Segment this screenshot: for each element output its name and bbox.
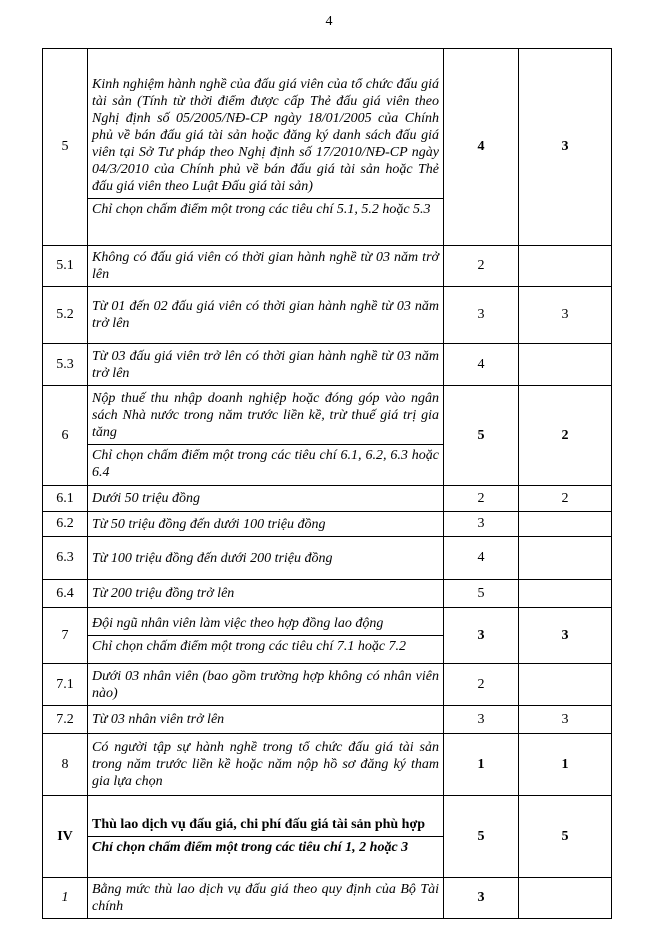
criterion-note: Chỉ chọn chấm điểm một trong các tiêu chí 6.1, 6.2, 6.3 hoặc 6.4	[88, 444, 443, 484]
max-points: 2	[444, 486, 519, 512]
row-index: 5.2	[43, 287, 88, 344]
awarded-points: 2	[519, 386, 612, 486]
row-index: IV	[43, 796, 88, 878]
row-index: 6.2	[43, 512, 88, 537]
criterion-text: Từ 01 đến 02 đấu giá viên có thời gian hành nghề từ 03 năm trở lên	[92, 299, 439, 331]
awarded-points	[519, 580, 612, 608]
criterion-text: Dưới 03 nhân viên (bao gồm trường hợp không có nhân viên nào)	[92, 668, 439, 701]
row-description	[88, 580, 444, 608]
table-row	[43, 608, 612, 664]
criterion-text: Kinh nghiệm hành nghề của đấu giá viên của tổ chức đấu giá tài sản (Tính từ thời điểm được cấp Thẻ đấu giá viên theo Nghị định số 05/2005/NĐ-CP ngày 18/01/2005 của Chính phủ về bán đấu giá tài sản hoặc đăng ký danh sách đấu giá viên tại Sở Tư pháp theo Nghị định số 17/2010/NĐ-CP ngày 04/3/2010 của Chính phủ về bán đấu giá tài sản hoặc Thẻ đấu giá viên theo Luật Đấu giá tài sản)	[92, 76, 439, 194]
table-row	[43, 664, 612, 706]
awarded-points: 1	[519, 734, 612, 796]
table-row	[43, 287, 612, 344]
awarded-points: 2	[519, 486, 612, 512]
awarded-points	[519, 512, 612, 537]
table-row	[43, 512, 612, 537]
row-description	[88, 486, 444, 512]
table-row	[43, 537, 612, 580]
criterion-note: Chỉ chọn chấm điểm một trong các tiêu chí 5.1, 5.2 hoặc 5.3	[88, 198, 443, 221]
row-description	[88, 664, 444, 706]
max-points: 4	[444, 49, 519, 246]
criterion-text: Từ 50 triệu đồng đến dưới 100 triệu đồng	[92, 516, 326, 532]
max-points: 5	[444, 580, 519, 608]
row-index: 6.1	[43, 486, 88, 512]
table-row	[43, 246, 612, 287]
row-index: 7	[43, 608, 88, 664]
awarded-points: 3	[519, 706, 612, 734]
row-description	[88, 386, 444, 486]
criterion-text: Nộp thuế thu nhập doanh nghiệp hoặc đóng góp vào ngân sách Nhà nước trong năm trước liền kề, trừ thuế giá trị gia tăng	[92, 390, 439, 440]
table-row	[43, 386, 612, 486]
row-description	[88, 344, 444, 386]
row-index: 5	[43, 49, 88, 246]
awarded-points: 5	[519, 796, 612, 878]
table-row	[43, 49, 612, 246]
row-index: 8	[43, 734, 88, 796]
criterion-text: Từ 03 đấu giá viên trở lên có thời gian hành nghề từ 03 năm trở lên	[92, 348, 439, 381]
row-description	[88, 287, 444, 344]
row-description	[88, 734, 444, 796]
criterion-text: Từ 100 triệu đồng đến dưới 200 triệu đồng	[92, 550, 333, 566]
criterion-text: Không có đấu giá viên có thời gian hành nghề từ 03 năm trở lên	[92, 250, 439, 282]
awarded-points: 3	[519, 608, 612, 664]
table-row	[43, 878, 612, 919]
max-points: 5	[444, 796, 519, 878]
max-points: 5	[444, 386, 519, 486]
awarded-points	[519, 344, 612, 386]
table-row	[43, 734, 612, 796]
row-description	[88, 608, 444, 664]
row-description	[88, 537, 444, 580]
table-row	[43, 580, 612, 608]
awarded-points	[519, 664, 612, 706]
criterion-text: Bằng mức thù lao dịch vụ đấu giá theo quy định của Bộ Tài chính	[92, 882, 439, 914]
table-row	[43, 486, 612, 512]
criteria-table	[42, 48, 612, 919]
row-description	[88, 246, 444, 287]
max-points: 3	[444, 287, 519, 344]
row-index: 7.1	[43, 664, 88, 706]
row-index: 6.3	[43, 537, 88, 580]
max-points: 3	[444, 608, 519, 664]
max-points: 2	[444, 664, 519, 706]
row-index: 5.1	[43, 246, 88, 287]
max-points: 3	[444, 878, 519, 919]
table-row	[43, 344, 612, 386]
criterion-text: Đội ngũ nhân viên làm việc theo hợp đồng lao động	[92, 616, 384, 631]
awarded-points	[519, 537, 612, 580]
max-points: 4	[444, 537, 519, 580]
awarded-points: 3	[519, 287, 612, 344]
criterion-text: Dưới 50 triệu đồng	[92, 491, 201, 506]
row-index: 7.2	[43, 706, 88, 734]
row-description	[88, 706, 444, 734]
page-number: 4	[325, 14, 333, 29]
criterion-note: Chỉ chọn chấm điểm một trong các tiêu chí 7.1 hoặc 7.2	[88, 635, 443, 658]
row-index: 1	[43, 878, 88, 919]
table-row	[43, 796, 612, 878]
table-row	[43, 706, 612, 734]
section-title: Thù lao dịch vụ đấu giá, chi phí đấu giá tài sản phù hợp	[92, 817, 426, 832]
criterion-text: Có người tập sự hành nghề trong tổ chức đấu giá tài sản trong năm trước liền kề hoặc năm nộp hồ sơ đăng ký tham gia lựa chọn	[92, 740, 439, 789]
max-points: 1	[444, 734, 519, 796]
max-points: 3	[444, 512, 519, 537]
criterion-note: Chỉ chọn chấm điểm một trong các tiêu chí 1, 2 hoặc 3	[88, 836, 443, 859]
row-index: 5.3	[43, 344, 88, 386]
row-description	[88, 796, 444, 878]
criterion-text: Từ 200 triệu đồng trở lên	[92, 586, 235, 601]
max-points: 2	[444, 246, 519, 287]
row-description	[88, 512, 444, 537]
awarded-points: 3	[519, 49, 612, 246]
row-index: 6	[43, 386, 88, 486]
max-points: 4	[444, 344, 519, 386]
criterion-text: Từ 03 nhân viên trở lên	[92, 712, 225, 727]
row-index: 6.4	[43, 580, 88, 608]
row-description	[88, 49, 444, 246]
awarded-points	[519, 878, 612, 919]
row-description	[88, 878, 444, 919]
awarded-points	[519, 246, 612, 287]
max-points: 3	[444, 706, 519, 734]
